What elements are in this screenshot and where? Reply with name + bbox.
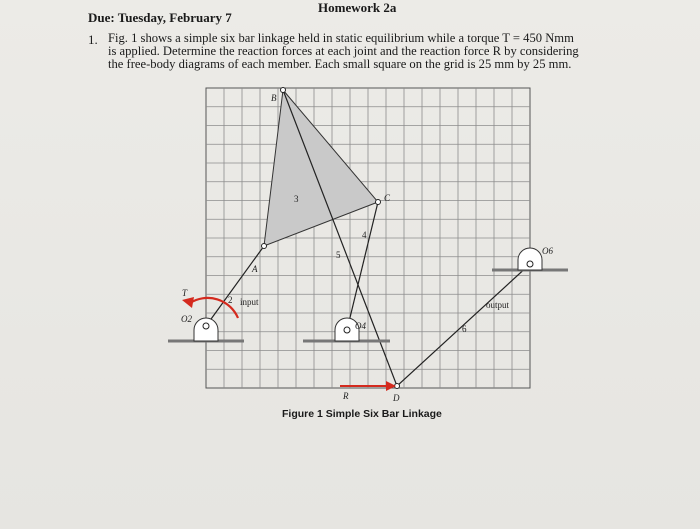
ground-o4 xyxy=(303,318,390,341)
grid xyxy=(206,88,530,388)
label-o6: O6 xyxy=(542,246,553,256)
ground-o2 xyxy=(168,318,244,341)
label-link-2: 2 xyxy=(228,295,233,305)
label-b: B xyxy=(271,93,277,103)
label-d: D xyxy=(393,393,400,403)
force-r-arrowhead xyxy=(386,381,396,391)
label-link-6: 6 xyxy=(462,324,467,334)
problem-line-3: the free-body diagrams of each member. Each small square on the grid is 25 mm by 25 mm. xyxy=(108,57,572,71)
problem-number: 1. xyxy=(88,32,98,47)
problem-line-1: Fig. 1 shows a simple six bar linkage held in static equilibrium while a torque T = 450 Nmm xyxy=(108,31,574,45)
joint-c xyxy=(376,200,381,205)
torque-arrowhead xyxy=(182,297,194,308)
joint-b xyxy=(281,88,286,93)
label-o4: O4 xyxy=(355,321,366,331)
due-date: Due: Tuesday, February 7 xyxy=(88,10,232,25)
homework-title: Homework 2a xyxy=(318,0,397,15)
label-a: A xyxy=(252,264,258,274)
link-4 xyxy=(347,202,378,330)
label-input: input xyxy=(240,297,259,307)
label-t: T xyxy=(182,288,188,298)
figure-caption: Figure 1 Simple Six Bar Linkage xyxy=(282,408,442,420)
label-link-4: 4 xyxy=(362,230,367,240)
ground-o6 xyxy=(492,248,568,270)
label-output: output xyxy=(486,300,510,310)
label-r: R xyxy=(343,391,349,401)
link-3-triangle xyxy=(264,90,378,246)
problem-line-2: is applied. Determine the reaction forces at each joint and the reaction force R by considering xyxy=(108,44,579,58)
label-c: C xyxy=(384,193,391,203)
joint-a xyxy=(262,244,267,249)
label-o2: O2 xyxy=(181,314,192,324)
label-link-3: 3 xyxy=(294,194,299,204)
label-link-5: 5 xyxy=(336,250,341,260)
